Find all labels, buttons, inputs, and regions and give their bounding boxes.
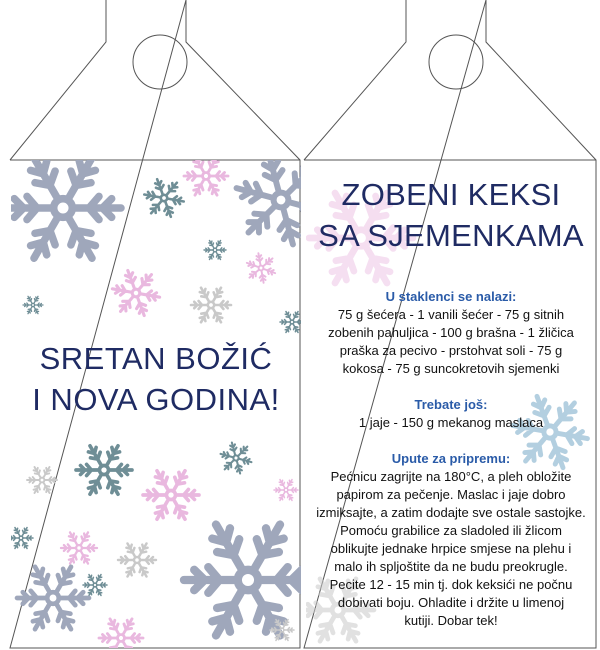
text-line: praška za pecivo - prstohvat soli - 75 g [339,343,563,358]
snowflake-icon [204,241,226,260]
text-line: papirom za pečenje. Maslac i jaje dobro [336,487,566,502]
snowflake-icon [226,160,301,250]
text-line: izmiksajte, a zatim dodajte sve ostale sastojke. [316,505,586,520]
string-hole-icon [133,35,187,89]
snowflake-icon [184,525,301,636]
snowflake-icon [141,177,186,218]
instructions-heading: Upute za pripremu: [391,451,511,466]
ingredients-heading: U staklenci se nalazi: [385,289,517,304]
string-hole-icon [429,35,483,89]
text-line: kokosa - 75 g suncokretovih sjemenki [342,361,560,376]
snowflake-icon [184,160,228,195]
text-line: Pećnicu zagrijte na 180°C, a pleh obložite [330,469,572,484]
text-line: Pomoću grabilice za sladoled ili žlicom [340,523,562,538]
snowflake-icon [23,296,43,313]
recipe-tag [306,160,596,648]
recipe-title [306,174,596,256]
recipe-title-line: SA SJEMENKAMA [318,218,584,253]
snowflake-icon [191,288,231,323]
snowflake-icon [61,532,97,563]
snowflake-icon [76,446,132,494]
text-line: oblikujte jednake hrpice smjese na plehu i [330,541,572,556]
text-line: dobivati boju. Ohladite i držite u limenoj [337,595,565,610]
text-line: kutiji. Dobar tek! [404,613,498,628]
greeting-text [11,338,301,420]
snowflake-icon [83,575,107,596]
snowflake-icon [17,567,89,629]
snowflake-icon [99,619,143,648]
snowflake-icon [217,440,255,475]
snowflake-icon [274,480,298,501]
front-tag [11,160,301,648]
snowflake-icon [11,160,121,258]
extra-ingredients-list [310,414,592,432]
snowflake-icon [27,467,57,493]
snowflake-icon [11,528,33,549]
text-line: malo ih spljoštite da ne budu preokrugle. [334,559,568,574]
snowflake-icon [109,268,163,317]
snowflake-icon [242,251,279,286]
snowflake-icon [118,544,156,577]
text-line: zobenih pahuljica - 100 g brašna - 1 žličica [328,325,574,340]
instructions-text [310,468,592,630]
greeting-line: SRETAN BOŽIĆ [39,341,273,376]
recipe-title-line: ZOBENI KEKSI [341,177,561,212]
snowflake-icon [280,312,301,333]
text-line: 1 jaje - 150 g mekanog maslaca [358,415,544,430]
text-line: Pecite 12 - 15 min tj. dok keksići ne počnu [329,577,573,592]
greeting-line: I NOVA GODINA! [32,382,280,417]
snowflake-icon [143,471,199,519]
ingredients-list [310,306,592,378]
extra-ingredients-heading: Trebate još: [414,397,488,412]
text-line: 75 g šećera - 1 vanili šećer - 75 g sitnih [337,307,565,322]
